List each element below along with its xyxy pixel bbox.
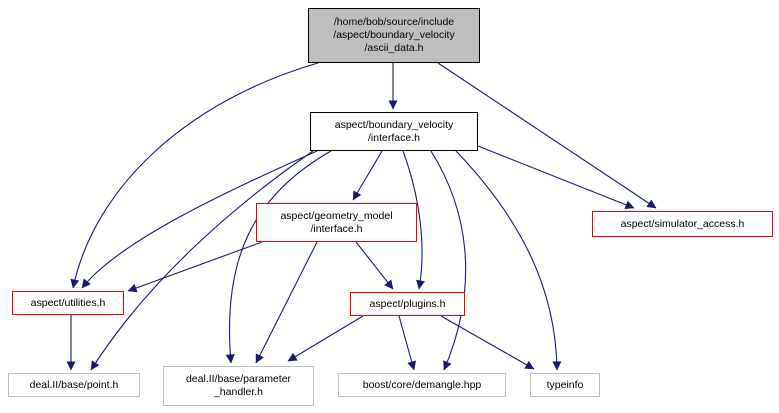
node-label-line: _handler.h [213,386,264,398]
node-plugins-h[interactable] [350,292,465,316]
edge-ascii-data-to-utilities [73,63,318,288]
node-typeinfo [530,373,600,397]
edge-plugins-to-demangle [399,316,414,370]
node-utilities-h[interactable] [12,291,124,315]
node-dealii-parameter-handler-h [163,366,314,406]
edge-bv-interface-to-geometry [353,151,382,200]
node-label-line: /home/bob/source/include [333,16,455,28]
edge-plugins-to-typeinfo [441,316,534,369]
node-label-line: /interface.h [368,131,420,144]
node-label-line: aspect/simulator_access.h [620,217,745,230]
node-label-line: aspect/boundary_velocity [334,118,454,131]
node-label-line: aspect/utilities.h [30,296,106,309]
node-label-line: aspect/plugins.h [369,297,446,310]
edge-bv-interface-to-demangle [431,151,466,370]
node-label-line: typeinfo [546,378,584,391]
node-label-line: aspect/geometry_model [280,209,393,222]
node-boost-demangle-hpp [338,373,506,397]
node-dealii-point-h [8,373,140,397]
edge-bv-interface-to-typeinfo [456,151,557,370]
edge-bv-interface-to-param-handler [229,151,331,363]
edge-geometry-to-plugins [356,242,393,289]
node-geometry-model-interface-h[interactable] [256,203,417,242]
edge-geometry-to-param-handler [256,242,317,363]
node-label-line: /aspect/boundary_velocity [333,29,455,41]
node-label-line: /ascii_data.h [364,42,424,54]
edge-plugins-to-param-handler [288,316,363,361]
node-ascii-data-h [308,8,480,63]
node-label-line: /interface.h [310,222,363,235]
node-boundary-velocity-interface-h[interactable] [310,112,478,151]
node-label-line: deal.II/base/parameter [185,373,292,385]
node-label-line: deal.II/base/point.h [29,378,119,391]
node-label-line: boost/core/demangle.hpp [362,378,482,391]
edge-bv-interface-to-simulator [478,146,634,208]
edge-geometry-to-utilities [128,242,262,291]
node-simulator-access-h[interactable] [592,211,773,237]
